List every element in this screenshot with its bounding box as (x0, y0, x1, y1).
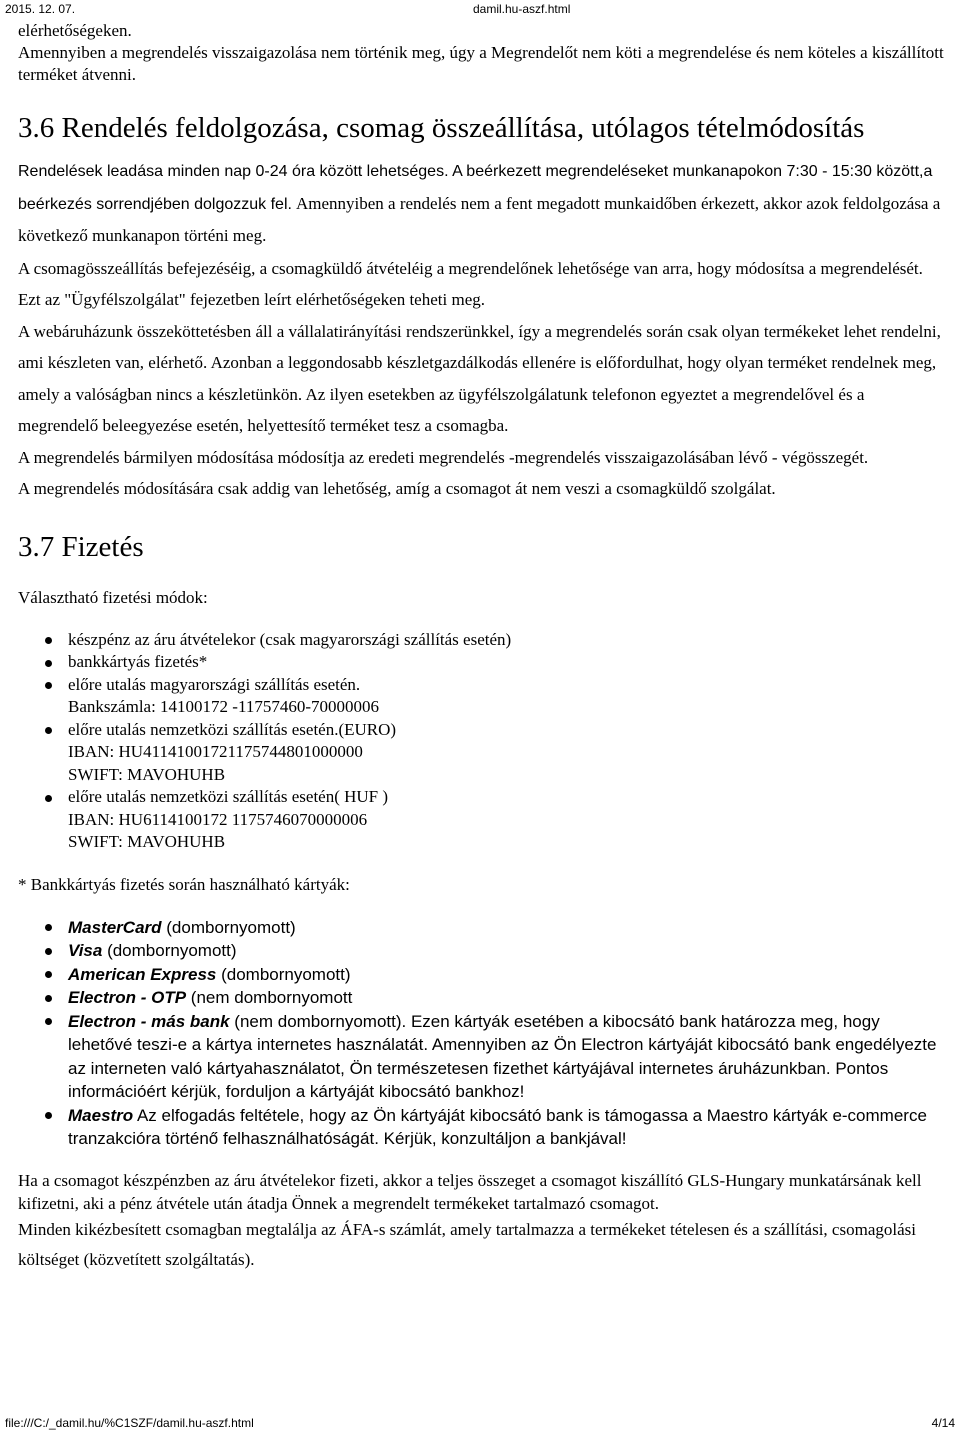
method-line: Bankszámla: 14100172 -11757460-70000006 (68, 697, 379, 716)
card-name: Visa (68, 941, 103, 960)
print-header (5, 0, 955, 18)
list-item (18, 629, 948, 652)
intro-paragraph: Amennyiben a megrendelés visszaigazolása nem történik meg, úgy a Megrendelőt nem köti a megrendelése és nem köteles a kiszállított terméket átvenni. (18, 43, 944, 84)
bullet-icon (45, 682, 52, 689)
card-name: American Express (68, 964, 217, 984)
method-line: előre utalás nemzetközi szállítás esetén.(EURO) (68, 719, 397, 739)
section-3-7-heading: 3.7 Fizetés (18, 530, 144, 563)
method-line: IBAN: HU6114100172 1175746070000006 (68, 809, 368, 829)
print-date: 2015. 12. 07. (5, 2, 76, 16)
card-desc: (dombornyomott) (216, 964, 351, 984)
list-item (18, 1104, 948, 1151)
section-3-6-heading: 3.6 Rendelés feldolgozása, csomag összeállítása, utólagos tételmódosítás (18, 112, 865, 144)
list-item (18, 986, 948, 1010)
payment-methods-label: Választható fizetési módok: (18, 587, 208, 607)
bullet-icon (45, 1112, 52, 1119)
payment-methods-list (18, 629, 948, 854)
list-item (18, 1010, 948, 1104)
bullet-icon (45, 995, 52, 1002)
document-body (18, 20, 948, 1275)
method-line: IBAN: HU41141001721175744801000000 (68, 742, 363, 761)
bullet-icon (45, 971, 52, 978)
method-line: SWIFT: MAVOHUHB (68, 764, 226, 784)
bullet-icon (45, 727, 52, 734)
section-3-6-p4: A megrendelés bármilyen módosítása módosítja az eredeti megrendelés -megrendelés visszaigazolásában lévő - végösszegét. (18, 447, 869, 467)
cards-list (18, 916, 948, 1151)
method-line: előre utalás nemzetközi szállítás esetén( HUF ) (68, 787, 389, 806)
list-item (18, 963, 948, 987)
card-desc: (dombornyomott) (102, 941, 237, 960)
intro-line: elérhetőségeken. (18, 21, 132, 40)
list-item (18, 674, 948, 719)
card-name: Electron - más bank (68, 1011, 230, 1031)
file-path: file:///C:/_damil.hu/%C1SZF/damil.hu-aszf.html (5, 1416, 254, 1430)
method-line: előre utalás magyarországi szállítás esetén. (68, 674, 361, 694)
card-desc: (nem dombornyomott). Ezen kártyák esetében a kibocsátó bank határozza meg, hogy lehetővé teszi-e a kártya internetes használatát. Amennyiben az Ön Electron kártyáját kibocsátó bank engedélyezte az interneten való kártyahasználatot, Ön természetesen fizethet kártyájával internetes áruházunkban. Pontos információért kérjük, forduljon a kártyáját kibocsátó bankhoz! (68, 1011, 937, 1101)
bullet-icon (45, 1018, 52, 1025)
bullet-icon (45, 637, 52, 644)
section-3-6-p3: A webáruházunk összeköttetésben áll a vállalatirányítási rendszerünkkel, így a megrendelés során csak olyan termékeket lehet rendelni, ami készleten van, elérhető. Azonban a leggondosabb készletgazdálkodás ellenére is előfordulhat, hogy olyan terméket rendelnek meg, amely a valóságban nincs a készletünkön. Az ilyen esetekben az ügyfélszolgálatunk telefonon egyeztet a megrendelővel és a megrendelő beleegyezése esetén, helyettesítő terméket tesz a csomagba. (18, 321, 941, 435)
card-name: Maestro (68, 1105, 134, 1125)
method-line: SWIFT: MAVOHUHB (68, 832, 226, 851)
invoice-paragraph: Minden kikézbesített csomagban megtalálja az ÁFA-s számlát, amely tartalmazza a termékeket tételesen és a szállítási, csomagolási költséget (közvetített szolgáltatás). (18, 1219, 916, 1269)
card-desc: Az elfogadás feltétele, hogy az Ön kártyáját kibocsátó bank is támogassa a Maestro kártyák e-commerce tranzakcióra történő felhasználhatóságát. Kérjük, konzultáljon a bankjával! (68, 1105, 927, 1148)
card-name: Electron - OTP (68, 988, 187, 1007)
cards-label: * Bankkártyás fizetés során használható kártyák: (18, 874, 350, 894)
method-line: készpénz az áru átvételekor (csak magyarországi szállítás esetén) (68, 629, 512, 649)
bullet-icon (45, 948, 52, 955)
list-item (18, 651, 948, 674)
cash-paragraph: Ha a csomagot készpénzben az áru átvételekor fizeti, akkor a teljes összeget a csomagot kiszállító GLS-Hungary munkatársának kell kifizetni, aki a pénz átvétele után átadja Önnek a megrendelt termékeket tartalmazó csomagot. (18, 1170, 922, 1213)
section-3-6-p1 (18, 156, 948, 253)
list-item (18, 939, 948, 963)
card-desc: (dombornyomott) (161, 917, 296, 937)
method-line: bankkártyás fizetés* (68, 652, 208, 671)
bullet-icon (45, 795, 52, 802)
bullet-icon (45, 660, 52, 667)
page-number: 4/14 (931, 1416, 955, 1430)
section-3-6-p5: A megrendelés módosítására csak addig van lehetőség, amíg a csomagot át nem veszi a csomagküldő szolgálat. (18, 479, 776, 498)
list-item (18, 916, 948, 940)
processing-text: Amennyiben a rendelés nem a fent megadott munkaidőben érkezett, akkor azok feldolgozása a következő munkanapon történi meg. (18, 193, 941, 245)
list-item (18, 786, 948, 854)
card-name: MasterCard (68, 917, 162, 937)
list-item (18, 719, 948, 787)
card-desc: (nem dombornyomott (186, 988, 353, 1007)
hours-text: Rendelések leadása minden nap 0-24 óra között lehetséges. A beérkezett megrendeléseket munkanapokon 7:30 - 15:30 között,a beérkezés sorrendjében dolgozzuk fel. (18, 163, 933, 213)
bullet-icon (45, 924, 52, 931)
section-3-6-p2: A csomagösszeállítás befejezéséig, a csomagküldő átvételéig a megrendelőnek lehetősége van arra, hogy módosítsa a megrendelését. Ezt az "Ügyfélszolgálat" fejezetben leírt elérhetőségeken teheti meg. (18, 258, 923, 309)
print-title: damil.hu-aszf.html (473, 2, 571, 16)
print-footer (5, 1413, 955, 1433)
